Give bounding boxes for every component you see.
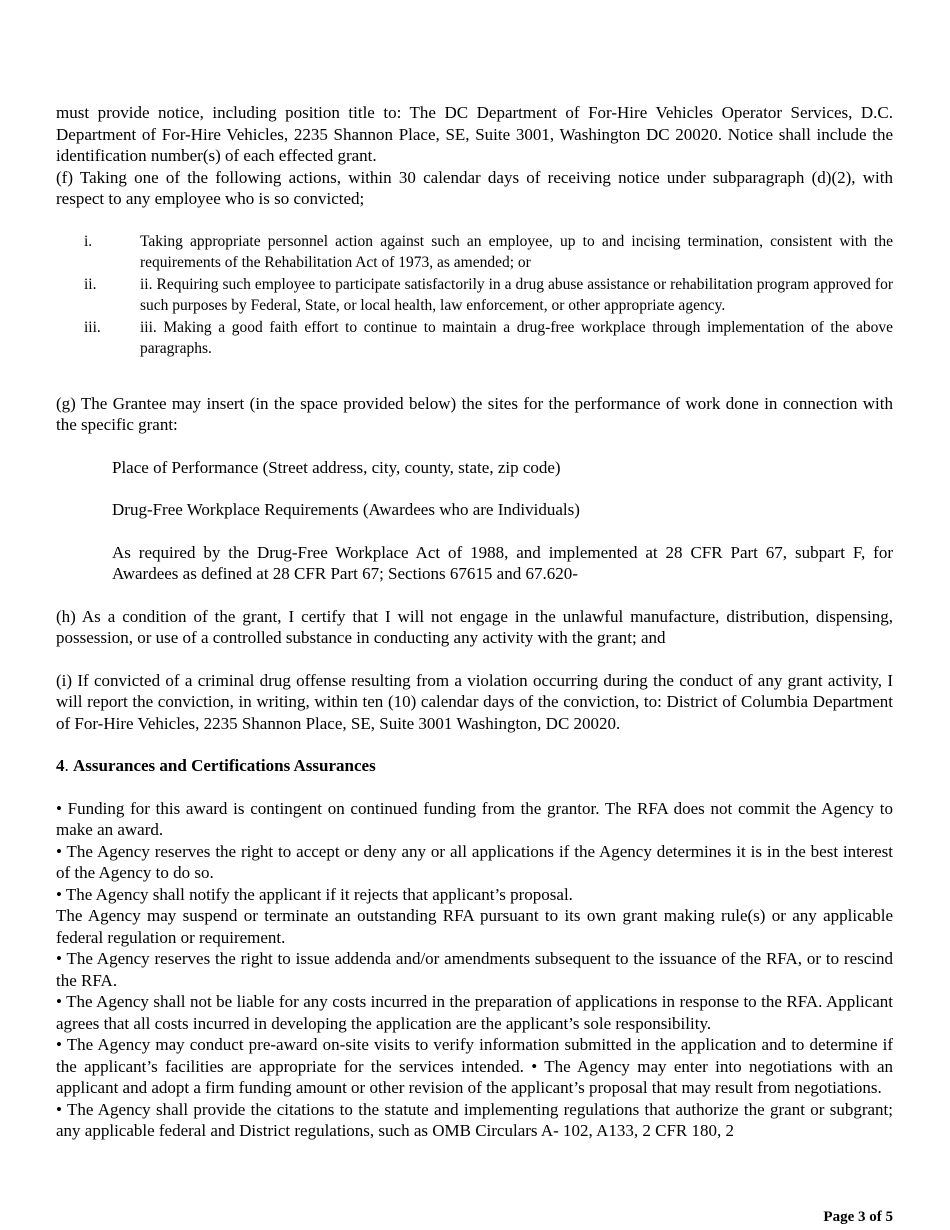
paragraph-g: (g) The Grantee may insert (in the space provided below) the sites for the performance of work done in connection with the specific grant: [56,393,893,434]
assurance-item: • The Agency may conduct pre-award on-site visits to verify information submitted in the application and to determine if the applicant’s facilities are appropriate for the services intended. • The Agency may enter into negotiations with an applicant and adopt a firm funding amount or other revision of the applicant’s proposal that may result from negotiations. [56,1035,893,1097]
paragraph-notice: must provide notice, including position title to: The DC Department of For-Hire Vehicles Operator Services, D.C. Department of For-Hire Vehicles, 2235 Shannon Place, SE, Suite 3001, Washington DC 20020. Notice shall include the identification number(s) of each effected grant. [56,103,893,165]
list-item-number: iii. [84,318,101,336]
list-item-number: ii. [84,275,97,293]
as-required-paragraph: As required by the Drug-Free Workplace Act of 1988, and implemented at 28 CFR Part 67, subpart F, for Awardees as defined at 28 CFR Part 67; Sections 67615 and 67.620- [112,542,893,583]
assurance-item: • The Agency shall not be liable for any costs incurred in the preparation of applications in response to the RFA. Applicant agrees that all costs incurred in developing the application are the applicant’s sole responsibility. [56,992,893,1033]
list-item-number: i. [84,232,93,250]
place-of-performance: Place of Performance (Street address, city, county, state, zip code) [112,457,561,477]
list-item [56,231,893,274]
assurance-item: The Agency may suspend or terminate an outstanding RFA pursuant to its own grant making rule(s) or any applicable federal regulation or requirement. [56,906,893,947]
section-title: Assurances and Certifications Assurances [73,756,376,775]
list-item-text: Taking appropriate personnel action against such an employee, up to and incising termination, consistent with the requirements of the Rehabilitation Act of 1973, as amended; or [140,232,893,271]
assurance-item: • The Agency shall notify the applicant if it rejects that applicant’s proposal. [56,884,573,904]
paragraph-f: (f) Taking one of the following actions, within 30 calendar days of receiving notice under subparagraph (d)(2), with respect to any employee who is so convicted; [56,167,893,208]
list-item-text: ii. Requiring such employee to participate satisfactorily in a drug abuse assistance or rehabilitation program approved for such purposes by Federal, State, or local health, law enforcement, or other appropriate agency. [140,275,893,314]
assurance-item: • The Agency reserves the right to accept or deny any or all applications if the Agency determines it is in the best interest of the Agency to do so. [56,841,893,882]
section-4-heading: 4. Assurances and Certifications Assurances [56,756,376,775]
assurance-item: • Funding for this award is contingent on continued funding from the grantor. The RFA does not commit the Agency to make an award. [56,798,893,839]
roman-list [56,231,893,360]
paragraph-h: (h) As a condition of the grant, I certify that I will not engage in the unlawful manufacture, distribution, dispensing, possession, or use of a controlled substance in conducting any activity with the grant; and [56,606,893,647]
page-number: Page 3 of 5 [823,1209,893,1225]
list-item-text: iii. Making a good faith effort to continue to maintain a drug-free workplace through implementation of the above paragraphs. [140,318,893,357]
list-item [56,274,893,317]
drug-free-workplace-requirements: Drug-Free Workplace Requirements (Awardees who are Individuals) [112,500,580,519]
paragraph-i: (i) If convicted of a criminal drug offense resulting from a violation occurring during the conduct of any grant activity, I will report the conviction, in writing, within ten (10) calendar days of the conviction, to: District of Columbia Department of For-Hire Vehicles, 2235 Shannon Place, SE, Suite 3001 Washington, DC 20020. [56,670,893,733]
document-page [56,102,893,1142]
list-item [56,317,893,360]
section-number: 4 [56,756,65,775]
assurance-item: • The Agency reserves the right to issue addenda and/or amendments subsequent to the issuance of the RFA, or to rescind the RFA. [56,949,893,990]
assurance-item: • The Agency shall provide the citations to the statute and implementing regulations that authorize the grant or subgrant; any applicable federal and District regulations, such as OMB Circulars A- 102, A133, 2 CFR 180, 2 [56,1099,893,1140]
